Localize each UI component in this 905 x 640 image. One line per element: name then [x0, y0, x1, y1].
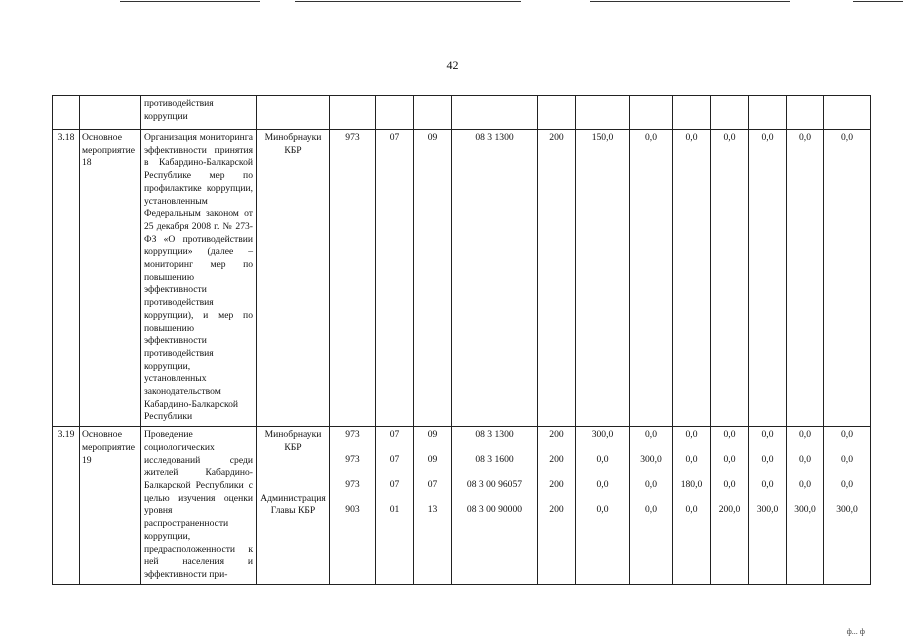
- row-name-cell: противодействия коррупции: [141, 96, 257, 130]
- year-value: 200,0: [718, 504, 741, 516]
- year-value: 0,0: [761, 479, 774, 491]
- responsible-secondary: Администрация Главы КБР: [260, 492, 326, 517]
- year-value: 0,0: [799, 454, 811, 466]
- year-value: 300,0: [836, 504, 858, 516]
- grbs-value: 973: [345, 454, 360, 466]
- rz-cell: 07: [376, 130, 414, 427]
- scan-top-line: [853, 1, 903, 2]
- year-value: 0,0: [841, 454, 853, 466]
- grbs-value: 973: [345, 429, 360, 441]
- rz-cell: [376, 96, 414, 130]
- grbs-cell: [330, 427, 376, 584]
- year-value: 0,0: [645, 479, 657, 491]
- year-value-cell: [749, 96, 787, 130]
- responsible-primary: Минобрнауки КБР: [264, 429, 322, 453]
- csr-value: 08 3 00 90000: [466, 504, 523, 516]
- scan-corner-mark: ф... ф: [846, 627, 865, 636]
- table-row: [53, 96, 871, 130]
- csr-cell: [452, 96, 538, 130]
- row-number-cell: [53, 96, 80, 130]
- year-value-cell: 0,0: [711, 130, 749, 427]
- year-value-cell: [576, 96, 630, 130]
- rz-value: 07: [389, 429, 400, 441]
- year-value-cell: [824, 96, 871, 130]
- year-value: 0,0: [645, 504, 657, 516]
- year-value-cell: [749, 427, 787, 584]
- grbs-value: 903: [345, 504, 360, 516]
- year-value: 0,0: [685, 429, 698, 441]
- year-value-cell: 0,0: [787, 130, 824, 427]
- year-value-cell: 150,0: [576, 130, 630, 427]
- year-value: 0,0: [596, 479, 609, 491]
- year-value: 0,0: [761, 429, 774, 441]
- row-type-cell: Основное мероприятие 19: [80, 427, 141, 584]
- responsible-cell: [257, 96, 330, 130]
- year-value-cell: [576, 427, 630, 584]
- pr-value: 07: [427, 479, 438, 491]
- year-value-cell: [630, 96, 673, 130]
- responsible-cell: Минобрнауки КБР: [257, 130, 330, 427]
- year-value: 0,0: [723, 429, 736, 441]
- grbs-cell: [330, 96, 376, 130]
- csr-value: 08 3 00 96057: [466, 479, 523, 491]
- scan-top-line: [120, 1, 260, 2]
- year-value: 0,0: [685, 504, 698, 516]
- rz-value: 01: [389, 504, 400, 516]
- table-row: [53, 427, 871, 584]
- year-value: 300,0: [756, 504, 779, 516]
- rz-value: 07: [389, 454, 400, 466]
- vr-cell: [538, 427, 576, 584]
- year-value: 0,0: [723, 479, 736, 491]
- grbs-value: 973: [345, 479, 360, 491]
- row-number-cell: 3.19: [53, 427, 80, 584]
- year-value-cell: [787, 96, 824, 130]
- year-value: 0,0: [799, 479, 811, 491]
- year-value: 300,0: [591, 429, 614, 441]
- year-value: 300,0: [640, 454, 662, 466]
- year-value-cell: [711, 96, 749, 130]
- year-value-cell: 0,0: [824, 130, 871, 427]
- year-value: 0,0: [841, 479, 853, 491]
- table-row: [53, 130, 871, 427]
- row-name-cell: Организация мониторинга эффективности принятия в Кабардино-Балкарской Республике мер по профилактике коррупции, установленным Федеральным законом от 25 декабря 2008 г. № 273-ФЗ «О противодействии коррупции» (далее – мониторинг мер по повышению эффективности противодействия коррупции), и мер по повышению эффективности противодействия коррупции, установленных законодательством Кабардино-Балкарской Республики: [141, 130, 257, 427]
- pr-cell: 09: [414, 130, 452, 427]
- year-value-cell: 0,0: [630, 130, 673, 427]
- scan-top-line: [590, 1, 790, 2]
- year-value-cell: 0,0: [673, 130, 711, 427]
- csr-cell: 08 3 1300: [452, 130, 538, 427]
- pr-value: 13: [427, 504, 438, 516]
- year-value: 0,0: [841, 429, 853, 441]
- csr-cell: [452, 427, 538, 584]
- row-type-cell: [80, 96, 141, 130]
- pr-value: 09: [427, 429, 438, 441]
- row-type-cell: Основное мероприятие 18: [80, 130, 141, 427]
- program-table: [52, 95, 871, 585]
- row-number-cell: 3.18: [53, 130, 80, 427]
- vr-value: 200: [549, 454, 564, 466]
- rz-cell: [376, 427, 414, 584]
- vr-cell: [538, 96, 576, 130]
- vr-value: 200: [549, 429, 564, 441]
- vr-cell: 200: [538, 130, 576, 427]
- rz-value: 07: [389, 479, 400, 491]
- csr-value: 08 3 1300: [475, 429, 514, 441]
- pr-cell: [414, 96, 452, 130]
- pr-cell: [414, 427, 452, 584]
- page-number: 42: [446, 58, 459, 72]
- year-value: 300,0: [794, 504, 816, 516]
- csr-value: 08 3 1600: [475, 454, 514, 466]
- year-value-cell: [824, 427, 871, 584]
- vr-value: 200: [549, 479, 564, 491]
- grbs-cell: 973: [330, 130, 376, 427]
- year-value: 0,0: [596, 454, 609, 466]
- scan-top-line: [295, 1, 521, 2]
- year-value-cell: [630, 427, 673, 584]
- year-value-cell: 0,0: [749, 130, 787, 427]
- year-value: 0,0: [685, 454, 698, 466]
- year-value: 0,0: [799, 429, 811, 441]
- year-value: 0,0: [596, 504, 609, 516]
- year-value-cell: [673, 427, 711, 584]
- year-value-cell: [673, 96, 711, 130]
- year-value: 180,0: [680, 479, 703, 491]
- row-name-cell: Проведение социологических исследований среди жителей Кабардино-Балкарской Республики с целью изучения оценки уровня распространенности коррупции, предрасположенности к ней населения и эффективности при-: [141, 427, 257, 584]
- vr-value: 200: [549, 504, 564, 516]
- year-value: 0,0: [645, 429, 657, 441]
- pr-value: 09: [427, 454, 438, 466]
- responsible-cell: [257, 427, 330, 584]
- year-value-cell: [787, 427, 824, 584]
- year-value-cell: [711, 427, 749, 584]
- year-value: 0,0: [761, 454, 774, 466]
- year-value: 0,0: [723, 454, 736, 466]
